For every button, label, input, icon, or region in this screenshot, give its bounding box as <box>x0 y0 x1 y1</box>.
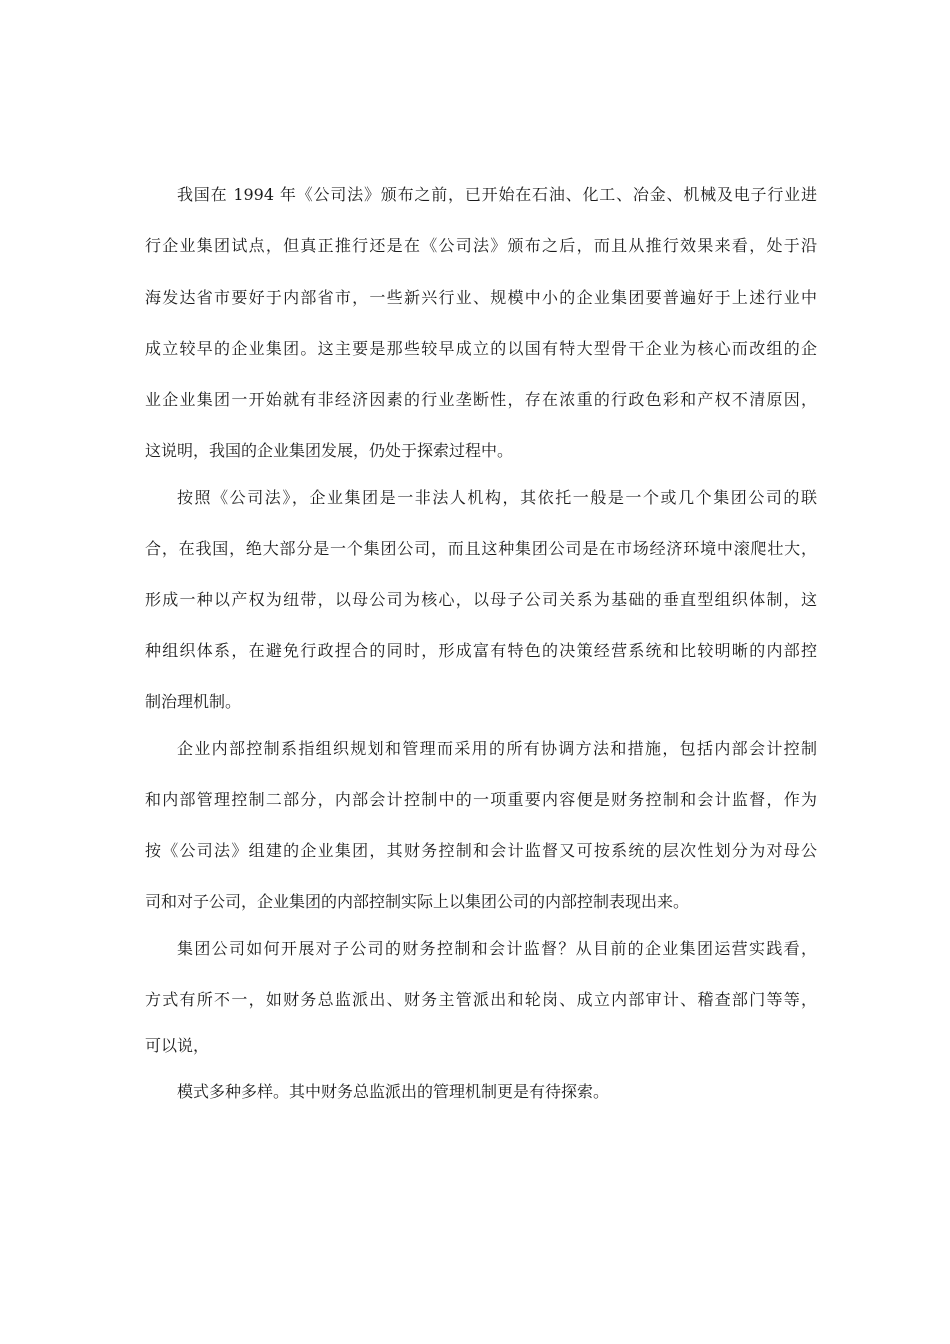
paragraph-1-line-2: 行企业集团试点，但真正推行还是在《公司法》颁布之后，而且从推行效果来看，处于沿 <box>145 236 817 255</box>
paragraph-1-line-6: 这说明，我国的企业集团发展，仍处于探索过程中。 <box>145 441 514 460</box>
paragraph-2-line-2: 合，在我国，绝大部分是一个集团公司，而且这种集团公司是在市场经济环境中滚爬壮大， <box>145 539 817 558</box>
paragraph-3-line-1: 企业内部控制系指组织规划和管理而采用的所有协调方法和措施，包括内部会计控制 <box>177 739 817 758</box>
paragraph-2-line-4: 种组织体系，在避免行政捏合的同时，形成富有特色的决策经营系统和比较明晰的内部控 <box>145 641 817 660</box>
paragraph-3-line-2: 和内部管理控制二部分，内部会计控制中的一项重要内容便是财务控制和会计监督，作为 <box>145 790 817 809</box>
paragraph-1-line-1: 我国在 1994 年《公司法》颁布之前，已开始在石油、化工、冶金、机械及电子行业进 <box>177 185 817 204</box>
paragraph-2-line-1: 按照《公司法》，企业集团是一非法人机构，其依托一般是一个或几个集团公司的联 <box>177 488 817 507</box>
paragraph-1-line-4: 成立较早的企业集团。这主要是那些较早成立的以国有特大型骨干企业为核心而改组的企 <box>145 339 817 358</box>
paragraph-1-line-5: 业企业集团一开始就有非经济因素的行业垄断性，存在浓重的行政色彩和产权不清原因， <box>145 390 817 409</box>
paragraph-4-line-3: 可以说， <box>145 1036 210 1055</box>
paragraph-3-line-4: 司和对子公司，企业集团的内部控制实际上以集团公司的内部控制表现出来。 <box>145 892 690 911</box>
paragraph-4-line-2: 方式有所不一，如财务总监派出、财务主管派出和轮岗、成立内部审计、稽查部门等等， <box>145 990 817 1009</box>
paragraph-5-line-1: 模式多种多样。其中财务总监派出的管理机制更是有待探索。 <box>177 1082 610 1101</box>
paragraph-4-line-1: 集团公司如何开展对子公司的财务控制和会计监督？从目前的企业集团运营实践看， <box>177 939 817 958</box>
paragraph-2-line-3: 形成一种以产权为纽带，以母公司为核心，以母子公司关系为基础的垂直型组织体制，这 <box>145 590 817 609</box>
paragraph-2-line-5: 制治理机制。 <box>145 692 242 711</box>
paragraph-3-line-3: 按《公司法》组建的企业集团，其财务控制和会计监督又可按系统的层次性划分为对母公 <box>145 841 817 860</box>
paragraph-1-line-3: 海发达省市要好于内部省市，一些新兴行业、规模中小的企业集团要普遍好于上述行业中 <box>145 288 817 307</box>
